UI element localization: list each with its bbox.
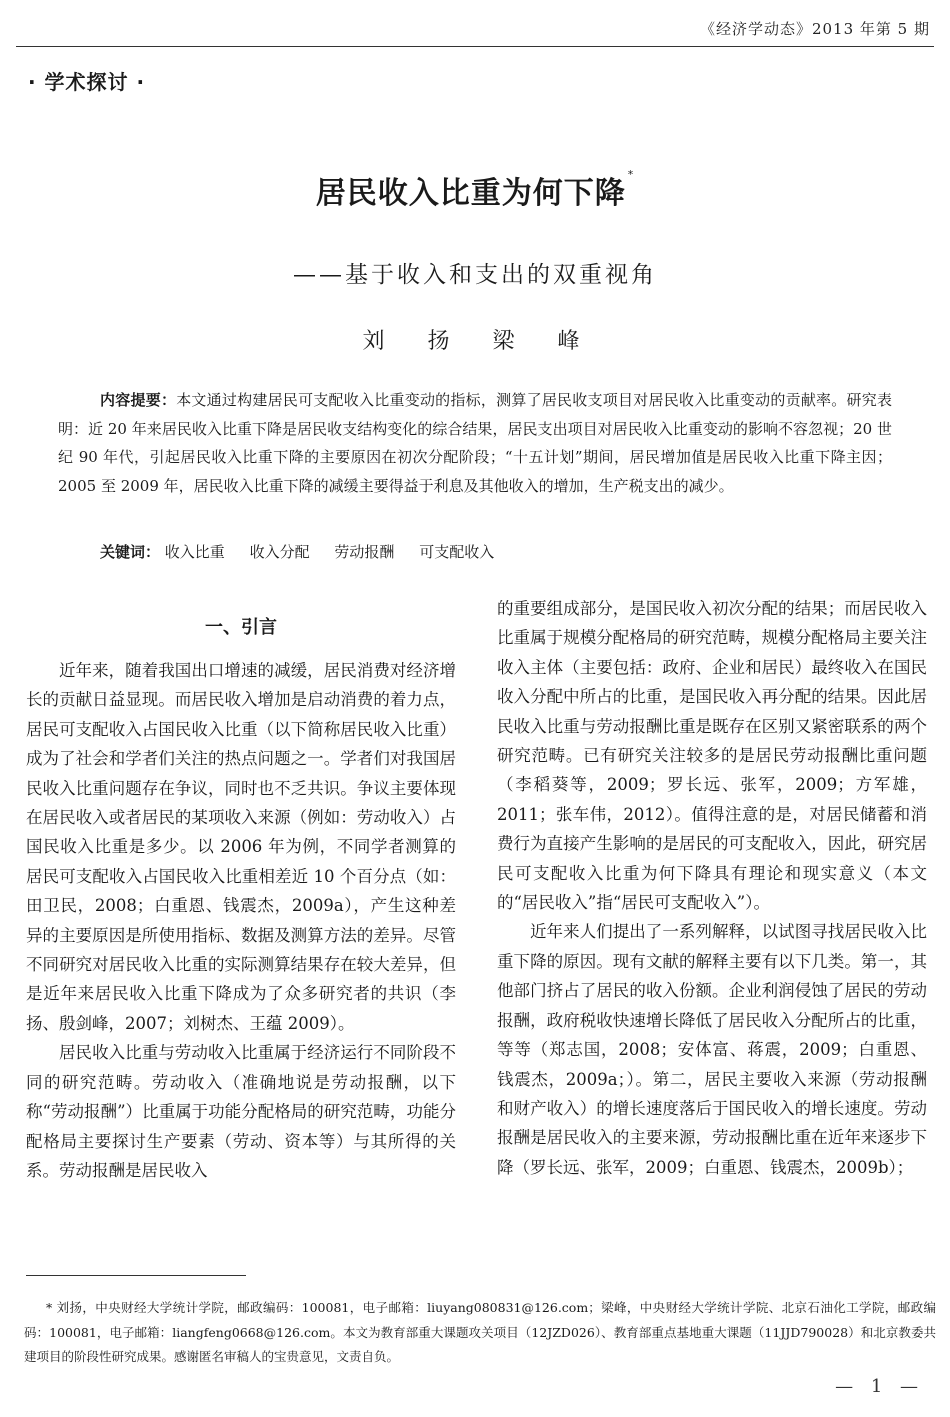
- title-text: 居民收入比重为何下降: [315, 176, 626, 211]
- header-rule: [16, 46, 934, 47]
- keyword-item: 可支配收入: [419, 543, 495, 561]
- abstract-text: 本文通过构建居民可支配收入比重变动的指标，测算了居民收支项目对居民收入比重变动的贡献率。研究表明：近 20 年来居民收入比重下降是居民收支结构变化的综合结果，居民支出项目对居民收入比重变动的影响不容忽视；20 世纪 90 年代，引起居民收入比重下降的主要原因在初次分配阶段；“十五计划”期间，居民增加值是居民收入比重下降主因；2005 至 2009 年，居民收入比重下降的减缓主要得益于利息及其他收入的增加，生产税支出的减少。: [58, 391, 892, 495]
- keyword-item: 劳动报酬: [334, 543, 395, 561]
- body-paragraph: 居民收入比重与劳动收入比重属于经济运行不同阶段不同的研究范畴。劳动收入（准确地说是劳动报酬，以下称“劳动报酬”）比重属于功能分配格局的研究范畴，功能分配格局主要探讨生产要素（劳动、资本等）与其所得的关系。劳动报酬是居民收入: [26, 1043, 456, 1180]
- journal-header: 《经济学动态》2013 年第 5 期: [699, 20, 930, 38]
- keywords: [100, 538, 514, 566]
- left-column: [26, 614, 456, 1185]
- keywords-label: 关键词：: [100, 543, 161, 561]
- right-column: [497, 594, 927, 1182]
- authors: 刘 扬 梁 峰: [362, 329, 588, 354]
- page-number: — 1 —: [835, 1376, 924, 1397]
- paper-title: [0, 168, 950, 212]
- body-paragraph: 近年来，随着我国出口增速的减缓，居民消费对经济增长的贡献日益显现。而居民收入增加是启动消费的着力点，居民可支配收入占国民收入比重（以下简称居民收入比重）成为了社会和学者们关注的热点问题之一。学者们对我国居民收入比重问题存在争议，同时也不乏共识。争议主要体现在居民收入或者居民的某项收入来源（例如：劳动收入）占国民收入比重是多少。以 2006 年为例，不同学者测算的居民可支配收入占国民收入比重相差近 10 个百分点（如：田卫民，2008；白重恩、钱震杰，2009a），产生这种差异的主要原因是所使用指标、数据及测算方法的差异。尽管不同研究对居民收入比重的实际测算结果存在较大差异，但是近年来居民收入比重下降成为了众多研究者的共识（李扬、殷剑峰，2007；刘树杰、王蕴 2009）。: [26, 661, 456, 1033]
- body-paragraph: 近年来人们提出了一系列解释，以试图寻找居民收入比重下降的原因。现有文献的解释主要有以下几类。第一，其他部门挤占了居民的收入份额。企业利润侵蚀了居民的劳动报酬，政府税收快速增长降低了居民收入分配所占的比重，等等（郑志国，2008；安体富、蒋震，2009；白重恩、钱震杰，2009a；）。第二，居民主要收入来源（劳动报酬和财产收入）的增长速度落后于国民收入的增长速度。劳动报酬是居民收入的主要来源，劳动报酬比重在近年来逐步下降（罗长远、张军，2009；白重恩、钱震杰，2009b）；: [497, 922, 927, 1177]
- footnote-text: * 刘扬，中央财经大学统计学院，邮政编码：100081，电子邮箱：liuyang080831@126.com；梁峰，中央财经大学统计学院、北京石油化工学院，邮政编码：100081，电子邮箱：liangfeng0668@126.com。本文为教育部重大课题攻关项目（12JZD026）、教育部重点基地重大课题（11JJD790028）和北京教委共建项目的阶段性研究成果。感谢匿名审稿人的宝贵意见，文责自负。: [24, 1300, 936, 1364]
- body-paragraph: 的重要组成部分，是国民收入初次分配的结果；而居民收入比重属于规模分配格局的研究范畴，规模分配格局主要关注收入主体（主要包括：政府、企业和居民）最终收入在国民收入分配中所占的比重，是国民收入再分配的结果。因此居民收入比重与劳动报酬比重是既存在区别又紧密联系的两个研究范畴。已有研究关注较多的是居民劳动报酬比重问题（李稻葵等，2009；罗长远、张军，2009；方军雄，2011；张车伟，2012）。值得注意的是，对居民储蓄和消费行为直接产生影响的是居民的可支配收入，因此，研究居民可支配收入比重为何下降具有理论和现实意义（本文的“居民收入”指“居民可支配收入”）。: [497, 599, 927, 913]
- keyword-item: 收入比重: [164, 543, 225, 561]
- abstract: [58, 386, 892, 500]
- title-footnote-mark: *: [627, 168, 635, 181]
- abstract-paragraph: [58, 386, 892, 500]
- section-tag: · 学术探讨 ·: [28, 70, 146, 94]
- paper-subtitle: ——基于收入和支出的双重视角: [293, 262, 657, 288]
- footnote: [24, 1296, 936, 1370]
- section-heading-introduction: 一、引言: [205, 617, 277, 638]
- footnote-rule: [26, 1275, 246, 1276]
- abstract-label: 内容提要：: [100, 391, 177, 409]
- keyword-item: 收入分配: [249, 543, 310, 561]
